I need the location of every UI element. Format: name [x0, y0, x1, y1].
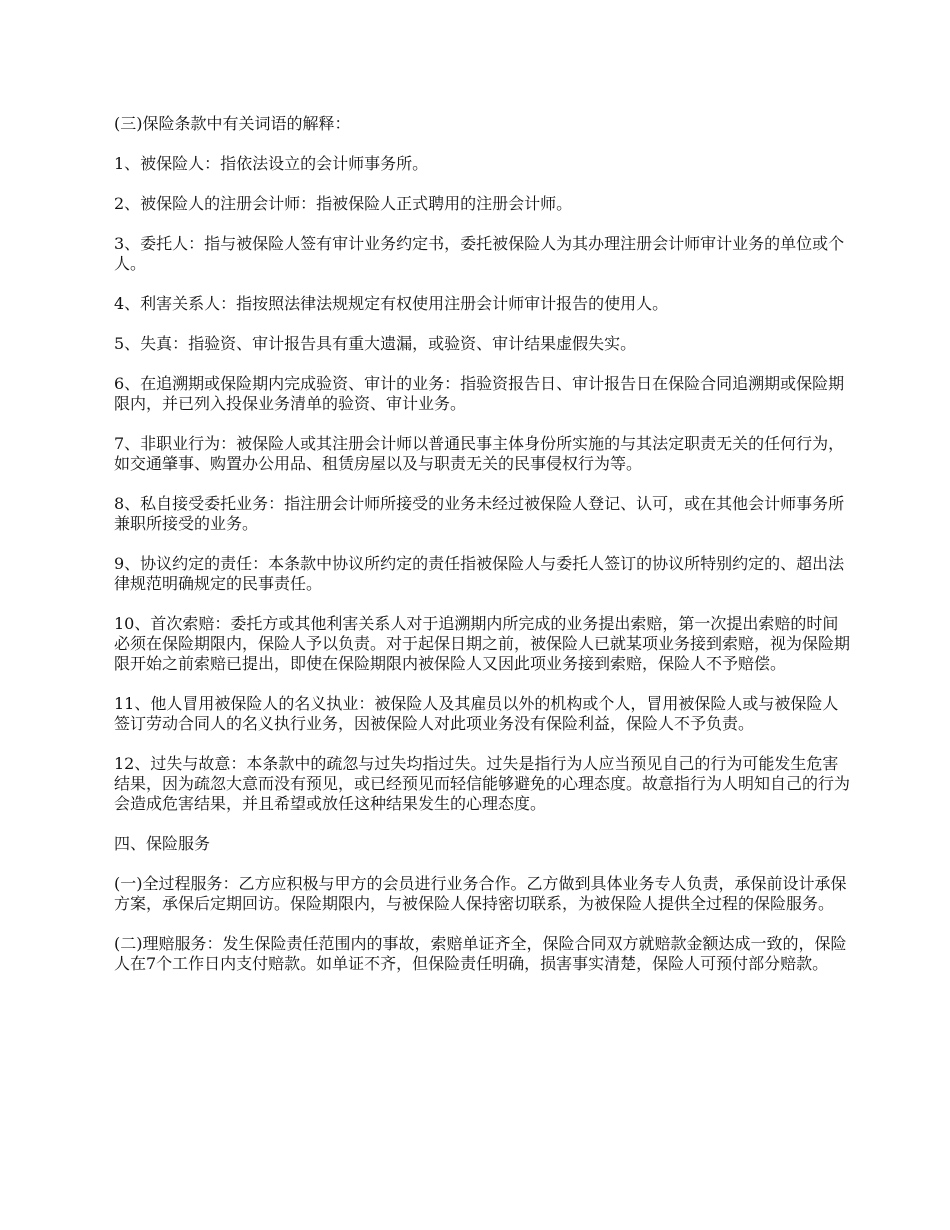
definition-private-engagement: 8、私自接受委托业务：指注册会计师所接受的业务未经过被保险人登记、认可，或在其他会计师事务所兼职所接受的业务。: [114, 494, 845, 533]
definition-negligence-intent: 12、过失与故意：本条款中的疏忽与过失均指过失。过失是指行为人应当预见自己的行为可能发生危害结果，因为疏忽大意而没有预见，或已经预见而轻信能够避免的心理态度。故意指行为人明知自己的行为会造成危害结果，并且希望或放任这种结果发生的心理态度。: [114, 754, 851, 813]
definition-contractual-liability: 9、协议约定的责任：本条款中协议所约定的责任指被保险人与委托人签订的协议所特别约定的、超出法律规范明确规定的民事责任。: [114, 554, 845, 593]
definition-first-claim: 10、首次索赔：委托方或其他利害关系人对于追溯期内所完成的业务提出索赔，第一次提出索赔的时间必须在保险期限内，保险人予以负责。对于起保日期之前，被保险人已就某项业务接到索赔，视为保险期限开始之前索赔已提出，即使在保险期限内被保险人又因此项业务接到索赔，保险人不予赔偿。: [114, 614, 851, 673]
definition-insured: 1、被保险人：指依法设立的会计师事务所。: [114, 154, 429, 173]
definition-interested-party: 4、利害关系人：指按照法律法规规定有权使用注册会计师审计报告的使用人。: [114, 294, 669, 313]
definition-client: 3、委托人：指与被保险人签有审计业务约定书，委托被保险人为其办理注册会计师审计业务的单位或个人。: [114, 234, 845, 273]
definition-impersonation: 11、他人冒用被保险人的名义执业：被保险人及其雇员以外的机构或个人，冒用被保险人或与被保险人签订劳动合同人的名义执行业务，因被保险人对此项业务没有保险利益，保险人不予负责。: [114, 694, 839, 733]
section-heading-insurance-service: 四、保险服务: [114, 834, 211, 853]
definition-insured-cpa: 2、被保险人的注册会计师：指被保险人正式聘用的注册会计师。: [114, 194, 573, 213]
section-heading-terms: (三)保险条款中有关词语的解释：: [114, 114, 351, 133]
document-body: [114, 114, 850, 974]
service-full-process: (一)全过程服务：乙方应积极与甲方的会员进行业务合作。乙方做到具体业务专人负责，承保前设计承保方案，承保后定期回访。保险期限内，与被保险人保持密切联系，为被保险人提供全过程的保险服务。: [114, 874, 847, 913]
definition-misstatement: 5、失真：指验资、审计报告具有重大遗漏，或验资、审计结果虚假失实。: [114, 334, 637, 353]
definition-completed-business: 6、在追溯期或保险期内完成验资、审计的业务：指验资报告日、审计报告日在保险合同追溯期或保险期限内，并已列入投保业务清单的验资、审计业务。: [114, 374, 845, 413]
definition-non-professional-act: 7、非职业行为：被保险人或其注册会计师以普通民事主体身份所实施的与其法定职责无关的任何行为，如交通肇事、购置办公用品、租赁房屋以及与职责无关的民事侵权行为等。: [114, 434, 845, 473]
service-claims: (二)理赔服务：发生保险责任范围内的事故，索赔单证齐全，保险合同双方就赔款金额达成一致的，保险人在7个工作日内支付赔款。如单证不齐，但保险责任明确，损害事实清楚，保险人可预付部分赔款。: [114, 934, 847, 973]
